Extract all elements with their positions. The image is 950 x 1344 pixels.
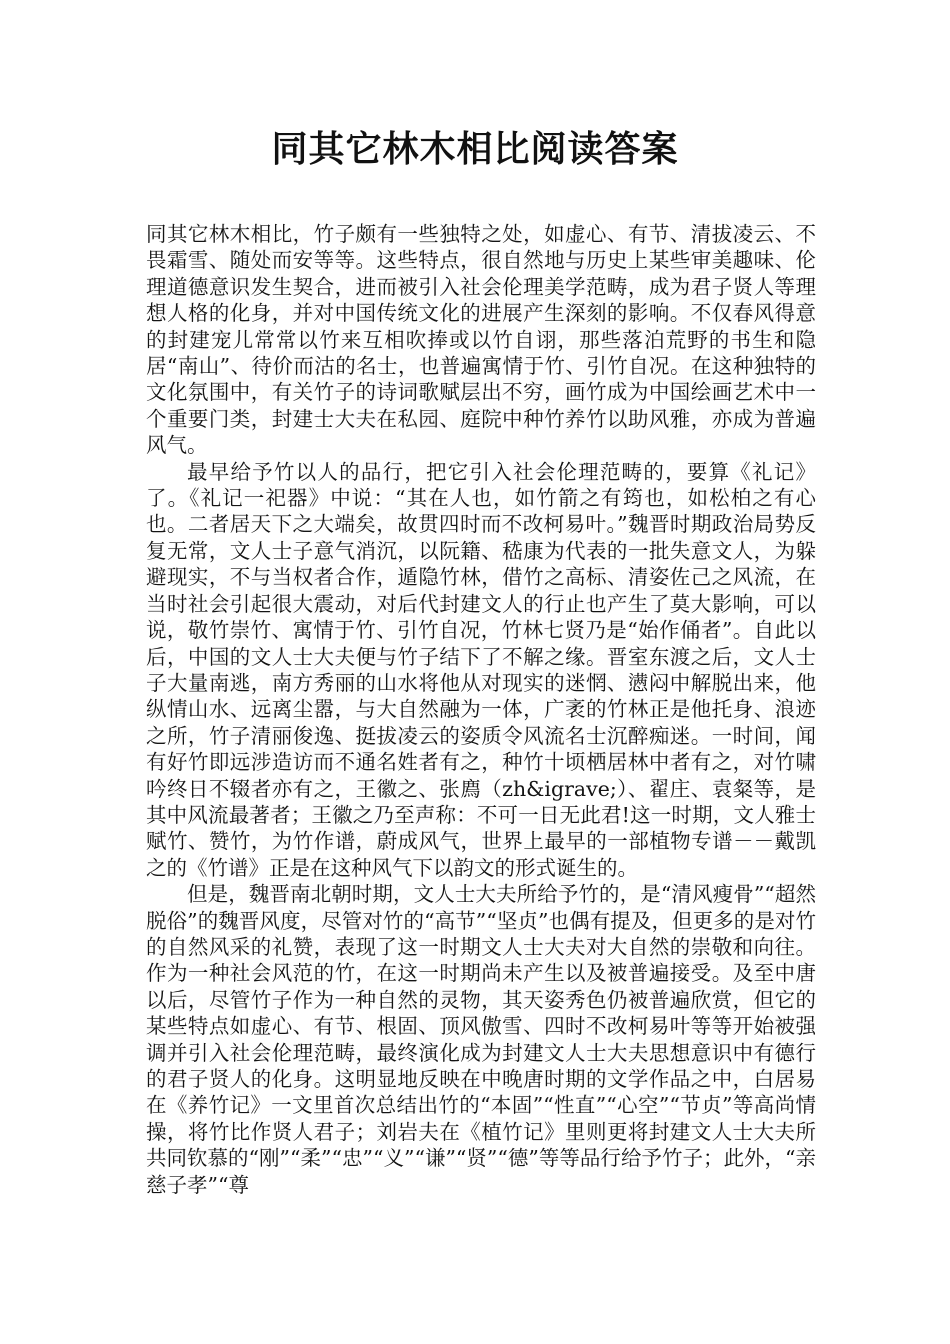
paragraph-1: 同其它林木相比，竹子颇有一些独特之处，如虚心、有节、清拔凌云、不畏霜雪、随处而安等等。这些特点，很自然地与历史上某些审美趣味、伦理道德意识发生契合，进而被引入社会伦理美学范畴，成为君子贤人等理想人格的化身，并对中国传统文化的进展产生深刻的影响。不仅春风得意的封建宠儿常常以竹来互相吹捧或以竹自诩，那些落泊荒野的书生和隐居“南山”、待价而沽的名士，也普遍寓情于竹、引竹自况。在这种独特的文化氛围中，有关竹子的诗词歌赋层出不穷，画竹成为中国绘画艺术中一个重要门类，封建士大夫在私园、庭院中种竹养竹以助风雅，亦成为普遍风气。 [146, 222, 816, 458]
paragraph-3: 但是，魏晋南北朝时期，文人士大夫所给予竹的，是“清风瘦骨”“超然脱俗”的魏晋风度，尽管对竹的“高节”“坚贞”也偶有提及，但更多的是对竹的自然风采的礼赞，表现了这一时期文人士大夫对大自然的崇敬和向往。作为一种社会风范的竹，在这一时期尚未产生以及被普遍接受。及至中唐以后，尽管竹子作为一种自然的灵物，其天姿秀色仍被普遍欣赏，但它的某些特点如虚心、有节、根固、顶风傲雪、四时不改柯易叶等等开始被强调并引入社会伦理范畴，最终演化成为封建文人士大夫思想意识中有德行的君子贤人的化身。这明显地反映在中晚唐时期的文学作品之中，白居易在《养竹记》一文里首次总结出竹的“本固”“性直”“心空”“节贞”等高尚情操，将竹比作贤人君子；刘岩夫在《植竹记》里则更将封建文人士大夫所共同钦慕的“刚”“柔”“忠”“义”“谦”“贤”“德”等等品行给予竹子；此外，“亲慈子孝”“尊 [146, 882, 816, 1197]
document-body [146, 221, 816, 1198]
paragraph-2: 最早给予竹以人的品行，把它引入社会伦理范畴的，要算《礼记》了。《礼记一祀器》中说：“其在人也，如竹箭之有筠也，如松柏之有心也。二者居天下之大端矣，故贯四时而不改柯易叶。”魏晋时期政治局势反复无常，文人士子意气消沉，以阮籍、嵇康为代表的一批失意文人，为躲避现实，不与当权者合作，遁隐竹林，借竹之高标、清姿佐己之风流，在当时社会引起很大震动，对后代封建文人的行止也产生了莫大影响，可以说，敬竹崇竹、寓情于竹、引竹自况，竹林七贤乃是“始作俑者”。自此以后，中国的文人士大夫便与竹子结下了不解之缘。晋室东渡之后，文人士子大量南逃，南方秀丽的山水将他从对现实的迷惘、懑闷中解脱出来，他纵情山水、远离尘嚣，与大自然融为一体，广袤的竹林正是他托身、浪迹之所，竹子清丽俊逸、挺拔凌云的姿质令风流名士沉醉痴迷。一时间，闻有好竹即远涉造访而不通名姓者有之，种竹十顷栖居林中者有之，对竹啸吟终日不辍者亦有之，王徽之、张廌（zh&igrave;）、翟庄、袁粲等，是其中风流最著者；王徽之乃至声称：不可一日无此君!这一时期，文人雅士赋竹、赞竹，为竹作谱，蔚成风气，世界上最早的一部植物专谱－－戴凯之的《竹谱》正是在这种风气下以韵文的形式诞生的。 [146, 459, 816, 880]
document-title: 同其它林木相比阅读答案 [271, 129, 679, 170]
